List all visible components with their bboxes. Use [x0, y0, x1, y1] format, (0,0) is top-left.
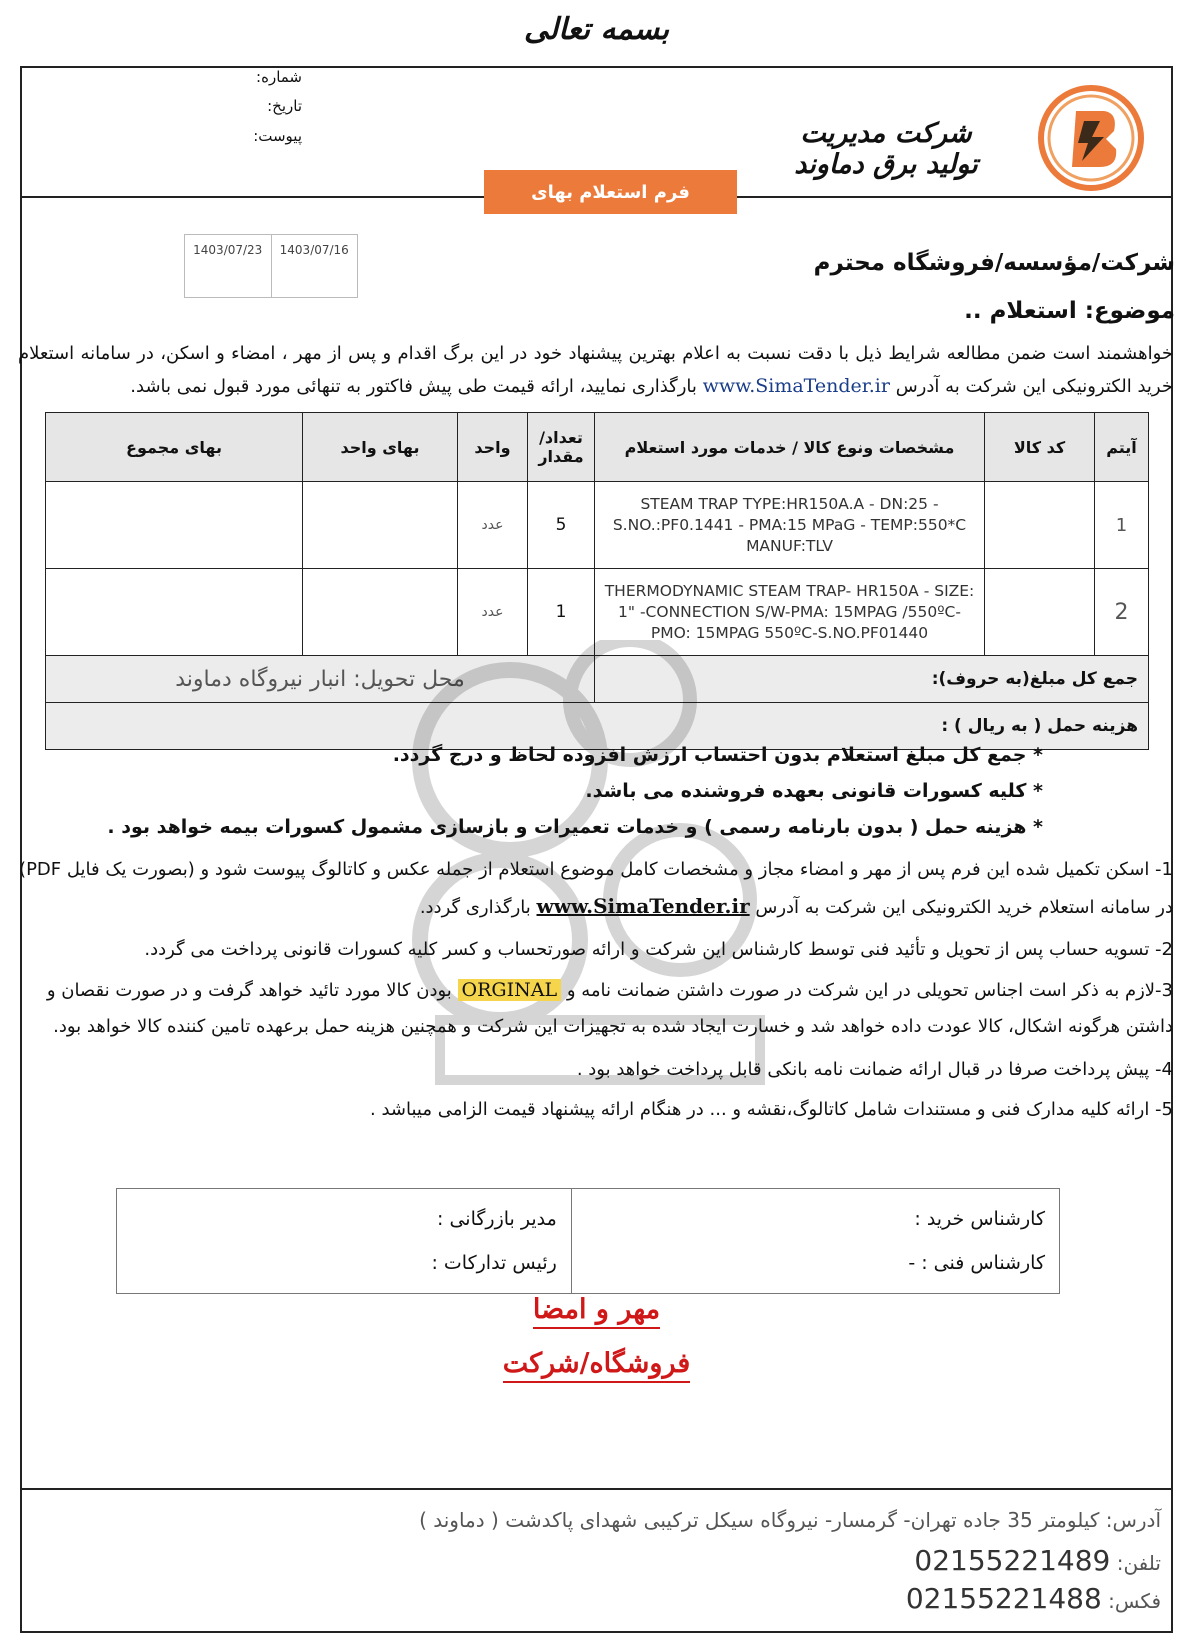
- form-title: فرم استعلام بهای: [484, 170, 737, 214]
- phone-label: تلفن:: [1116, 1551, 1161, 1575]
- header-qty-line1: تعداد/: [539, 428, 583, 447]
- row-total-price: [46, 569, 303, 656]
- clause-1-text-end: بارگذاری گردد.: [419, 897, 531, 918]
- date-box: [184, 234, 358, 298]
- commercial-manager-label: مدیر بازرگانی :: [437, 1208, 557, 1230]
- clause-5: 5- ارائه کلیه مدارک فنی و مستندات شامل کاتالوگ،نقشه و ... در هنگام ارائه پیشنهاد قیمت الزامی میباشد .: [370, 1099, 1173, 1120]
- shipping-label: هزینه حمل ( به ریال ) :: [46, 703, 1149, 750]
- note-vat: * جمع کل مبلغ استعلام بدون احتساب ارزش افزوده لحاظ و درج گردد.: [392, 744, 1043, 766]
- row-spec: THERMODYNAMIC STEAM TRAP- HR150A - SIZE: 1" -CONNECTION S/W-PMA: 15MPAG /550ºC-PMO: 15MPAG 550ºC-S.NO.PF01440: [595, 569, 985, 656]
- subject-line: موضوع: استعلام ..: [964, 298, 1175, 324]
- stamp-line-1: مهر و امضا: [533, 1294, 660, 1329]
- stamp-sign-label: [0, 1294, 1193, 1325]
- table-row: [46, 482, 1149, 569]
- header-unit: واحد: [458, 413, 528, 482]
- header-qty: [528, 413, 595, 482]
- clause-3: [18, 972, 1173, 1045]
- header-spec: مشخصات ونوع کالا / خدمات مورد استعلام: [595, 413, 985, 482]
- technical-expert-label: کارشناس فنی : -: [908, 1252, 1045, 1274]
- clause-3-text: 3-لازم به ذکر است اجناس تحویلی در این شرکت در صورت داشتن ضمانت نامه و: [566, 980, 1173, 1001]
- signature-managers: [117, 1189, 572, 1294]
- row-unit: عدد: [458, 569, 528, 656]
- intro-text-1: خواهشمند است ضمن مطالعه شرایط ذیل با دقت نسبت به اعلام بهترین پیشنهاد خود در این برگ اقدام و پس از مهر ، امضاء و اسکن، در سامانه استعلام خرید الکترونیکی این شرکت به آدرس: [18, 343, 1173, 397]
- note-deductions: * کلیه کسورات قانونی بعهده فروشنده می باشد.: [585, 780, 1043, 802]
- row-total-price: [46, 482, 303, 569]
- start-date: 1403/07/16: [271, 235, 358, 298]
- store-company-label: [0, 1348, 1193, 1379]
- clause-2: 2- تسویه حساب پس از تحویل و تأئید فنی توسط کارشناس این شرکت و ارائه صورتحساب و کسر کلیه کسورات قانونی پرداخت می گردد.: [144, 939, 1173, 960]
- header-item: آیتم: [1095, 413, 1149, 482]
- row-unit-price: [303, 482, 458, 569]
- signature-experts: [571, 1189, 1059, 1294]
- stamp-line-2: فروشگاه/شرکت: [503, 1348, 691, 1383]
- row-item: 2: [1095, 569, 1149, 656]
- row-item: 1: [1095, 482, 1149, 569]
- clause-1-link[interactable]: www.SimaTender.ir: [536, 894, 750, 918]
- end-date: 1403/07/23: [185, 235, 272, 298]
- company-name: شرکت مدیریت تولید برق دماوند: [794, 118, 978, 180]
- header-total-price: بهای مجموع: [46, 413, 303, 482]
- clause-1-text: 1- اسکن تکمیل شده این فرم پس از مهر و امضاء مجاز و مشخصات کامل موضوع استعلام از جمله عکس و کاتالوگ پیوست شود و (بصورت یک فایل PDF) در سامانه استعلام خرید الکترونیکی این شرکت به آدرس: [19, 859, 1173, 918]
- row-unit: عدد: [458, 482, 528, 569]
- row-qty: 5: [528, 482, 595, 569]
- row-qty: 1: [528, 569, 595, 656]
- fax-label: فکس:: [1108, 1589, 1161, 1613]
- clause-4: 4- پیش پرداخت صرفا در قبال ارائه ضمانت نامه بانکی قابل پرداخت خواهد بود .: [576, 1059, 1173, 1080]
- recipient-line: شرکت/مؤسسه/فروشگاه محترم: [813, 250, 1175, 276]
- row-code: [985, 482, 1095, 569]
- basmala: بسمه تعالی: [523, 12, 670, 47]
- original-highlight: ORGINAL: [458, 979, 562, 1001]
- clause-1: [18, 852, 1173, 926]
- phone-number: 02155221489: [914, 1544, 1111, 1577]
- footer-fax: [906, 1582, 1161, 1615]
- company-logo-icon: [1036, 83, 1146, 193]
- header-code: کد کالا: [985, 413, 1095, 482]
- delivery-location: محل تحویل: انبار نیروگاه دماوند: [46, 656, 595, 703]
- sima-tender-link[interactable]: www.SimaTender.ir: [702, 375, 890, 397]
- note-shipping: * هزینه حمل ( بدون بارنامه رسمی ) و خدمات تعمیرات و بازسازی مشمول کسورات بیمه خواهد بود .: [107, 816, 1043, 838]
- clause-3-text-end: بودن کالا مورد تائید خواهد گرفت و در صورت نقصان و داشتن هرگونه اشکال، کالا عودت داده خواهد شد و خسارت ایجاد شده به تجهیزات این شرکت و همچنین هزینه حمل برعهده تامین کننده کالا خواهد بود.: [46, 980, 1173, 1037]
- attachment-label: پیوست:: [253, 127, 302, 145]
- intro-text-2: بارگذاری نمایید، ارائه قیمت طی پیش فاکتور به تنهائی مورد قبول نمی باشد.: [130, 376, 697, 397]
- footer-address: آدرس: کیلومتر 35 جاده تهران- گرمسار- نیروگاه سیکل ترکیبی شهدای پاکدشت ( دماوند ): [419, 1508, 1161, 1532]
- intro-paragraph: [18, 338, 1173, 403]
- date-label: تاریخ:: [267, 97, 302, 115]
- header-qty-line2: مقدار: [538, 447, 584, 466]
- signature-table: [116, 1188, 1060, 1294]
- purchase-expert-label: کارشناس خرید :: [914, 1208, 1045, 1230]
- row-spec: STEAM TRAP TYPE:HR150A.A - DN:25 - S.NO.:PF0.1441 - PMA:15 MPaG - TEMP:550*C MANUF:TLV: [595, 482, 985, 569]
- number-label: شماره:: [256, 68, 302, 86]
- footer-separator: [20, 1488, 1173, 1490]
- table-header-row: [46, 413, 1149, 482]
- footer-phone: [914, 1544, 1161, 1577]
- row-code: [985, 569, 1095, 656]
- total-label: جمع کل مبلغ(به حروف):: [595, 656, 1149, 703]
- fax-number: 02155221488: [905, 1582, 1102, 1615]
- header-unit-price: بهای واحد: [303, 413, 458, 482]
- procurement-head-label: رئیس تدارکات :: [431, 1252, 557, 1274]
